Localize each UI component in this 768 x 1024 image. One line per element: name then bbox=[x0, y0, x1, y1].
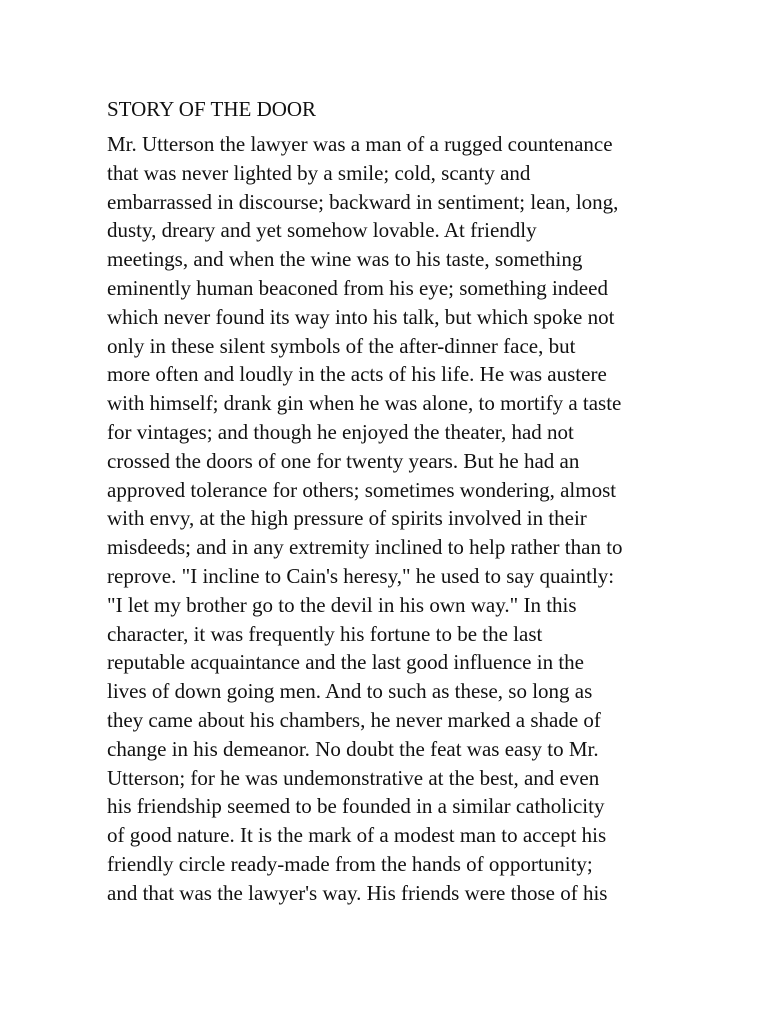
text-line: "I let my brother go to the devil in his own way." In this bbox=[107, 592, 577, 617]
text-line: approved tolerance for others; sometimes wondering, almost bbox=[107, 477, 617, 502]
text-line: they came about his chambers, he never marked a shade of bbox=[107, 707, 601, 732]
text-line: embarrassed in discourse; backward in sentiment; lean, long, bbox=[107, 189, 619, 214]
text-line: misdeeds; and in any extremity inclined to help rather than to bbox=[107, 535, 623, 560]
text-line: Mr. Utterson the lawyer was a man of a rugged countenance bbox=[107, 132, 613, 156]
text-line: friendly circle ready-made from the hands of opportunity; bbox=[107, 851, 593, 876]
text-line: for vintages; and though he enjoyed the theater, had not bbox=[107, 419, 574, 444]
text-line: change in his demeanor. No doubt the feat was easy to Mr. bbox=[107, 736, 599, 761]
chapter-title: STORY OF THE DOOR bbox=[107, 97, 317, 121]
text-line: eminently human beaconed from his eye; something indeed bbox=[107, 275, 608, 300]
body-paragraph bbox=[107, 130, 677, 908]
text-line: more often and loudly in the acts of his life. He was austere bbox=[107, 362, 607, 387]
text-line: lives of down going men. And to such as these, so long as bbox=[107, 679, 593, 704]
text-line: crossed the doors of one for twenty years. But he had an bbox=[107, 448, 580, 473]
text-line: reprove. "I incline to Cain's heresy," he used to say quaintly: bbox=[107, 563, 615, 588]
text-line: with himself; drank gin when he was alone, to mortify a taste bbox=[107, 391, 622, 416]
text-line: of good nature. It is the mark of a modest man to accept his bbox=[107, 823, 607, 848]
text-line: that was never lighted by a smile; cold, scanty and bbox=[107, 160, 531, 185]
text-line: Utterson; for he was undemonstrative at the best, and even bbox=[107, 765, 600, 790]
text-line: only in these silent symbols of the after-dinner face, but bbox=[107, 333, 576, 358]
text-line: meetings, and when the wine was to his taste, something bbox=[107, 247, 583, 272]
document-content bbox=[107, 95, 677, 908]
text-line: dusty, dreary and yet somehow lovable. At friendly bbox=[107, 218, 537, 243]
text-line: and that was the lawyer's way. His friends were those of his bbox=[107, 880, 608, 905]
text-line: with envy, at the high pressure of spirits involved in their bbox=[107, 506, 587, 531]
text-line: which never found its way into his talk, but which spoke not bbox=[107, 304, 615, 329]
text-line: his friendship seemed to be founded in a similar catholicity bbox=[107, 794, 605, 819]
text-line: character, it was frequently his fortune to be the last bbox=[107, 621, 543, 646]
text-line: reputable acquaintance and the last good influence in the bbox=[107, 650, 584, 675]
